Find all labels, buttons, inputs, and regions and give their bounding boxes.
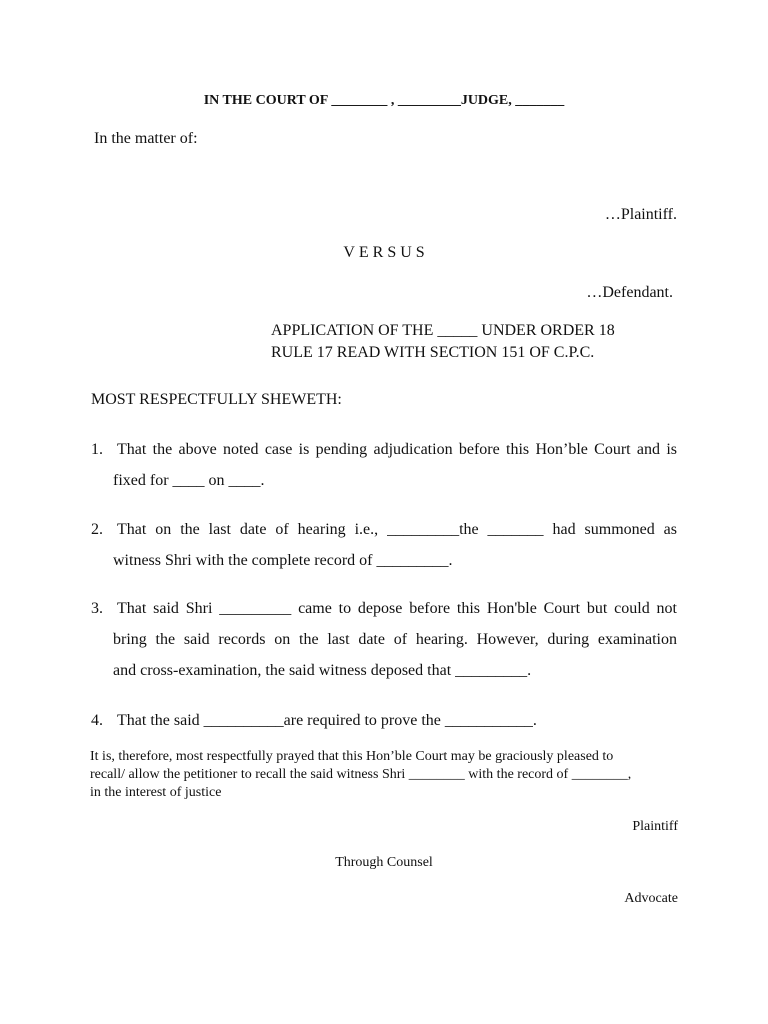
paragraph-line: witness Shri with the complete record of _________.	[113, 552, 453, 569]
paragraph-1	[91, 434, 677, 496]
matter-label: In the matter of:	[94, 130, 198, 147]
paragraph-number: 1.	[91, 441, 103, 458]
paragraph-line: That the said __________are required to prove the ___________.	[117, 712, 537, 729]
paragraph-4	[91, 705, 677, 736]
versus-heading: VERSUS	[343, 244, 429, 261]
application-title-line-1: APPLICATION OF THE _____ UNDER ORDER 18	[271, 322, 615, 339]
prayer-line: in the interest of justice	[90, 785, 222, 800]
paragraph-line: That said Shri _________ came to depose before this Hon'ble Court but could not	[117, 600, 677, 617]
paragraph-line: bring the said records on the last date of hearing. However, during examination	[113, 631, 677, 648]
sheweth-heading: MOST RESPECTFULLY SHEWETH:	[91, 391, 342, 408]
through-counsel: Through Counsel	[335, 855, 433, 870]
prayer-line: recall/ allow the petitioner to recall the said witness Shri ________ with the record of ________,	[90, 767, 632, 782]
paragraph-line: and cross-examination, the said witness deposed that _________.	[113, 662, 532, 679]
paragraph-number: 3.	[91, 600, 103, 617]
signature-advocate: Advocate	[624, 891, 678, 906]
defendant-role-label: …Defendant.	[586, 284, 673, 301]
application-title	[271, 320, 615, 364]
prayer-clause	[90, 748, 680, 802]
court-title: IN THE COURT OF ________ , _________JUDGE, _______	[203, 93, 565, 108]
plaintiff-role-label: …Plaintiff.	[604, 206, 677, 223]
paragraph-line: That on the last date of hearing i.e., _________the _______ had summoned as	[117, 521, 677, 538]
paragraph-3	[91, 593, 677, 686]
paragraph-number: 4.	[91, 712, 103, 729]
signature-plaintiff: Plaintiff	[632, 819, 678, 834]
paragraph-number: 2.	[91, 521, 103, 538]
paragraph-line: fixed for ____ on ____.	[113, 472, 265, 489]
prayer-line: It is, therefore, most respectfully prayed that this Hon’ble Court may be graciously pleased to	[90, 749, 614, 764]
paragraph-2	[91, 514, 677, 576]
paragraph-line: That the above noted case is pending adjudication before this Hon’ble Court and is	[117, 441, 677, 458]
application-title-line-2: RULE 17 READ WITH SECTION 151 OF C.P.C.	[271, 344, 595, 361]
